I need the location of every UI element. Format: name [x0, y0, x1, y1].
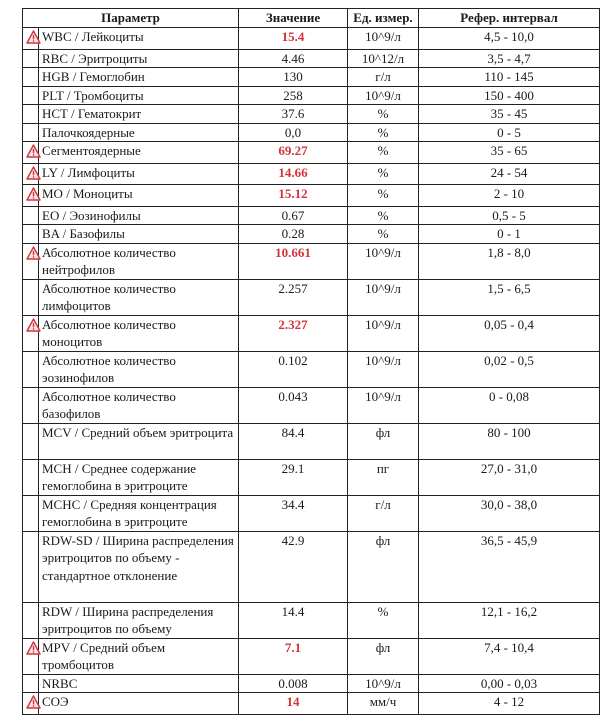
table-row [23, 28, 600, 50]
parameter-label: Абсолютное количество нейтрофилов [42, 244, 176, 277]
warning-triangle-icon [26, 166, 41, 180]
table-row [23, 495, 600, 531]
unit-value: г/л [348, 68, 419, 87]
result-value: 2.257 [239, 279, 348, 315]
table-row [23, 68, 600, 87]
flag-cell [23, 279, 39, 315]
parameter-label: WBC / Лейкоциты [42, 29, 144, 44]
parameter-label: RBC / Эритроциты [42, 50, 148, 66]
result-value: 14.66 [239, 163, 348, 185]
unit-value: фл [348, 531, 419, 602]
parameter-label: RDW / Ширина распределения эритроцитов по объему [42, 603, 214, 636]
flag-cell [23, 142, 39, 164]
unit-value: % [348, 602, 419, 638]
parameter-name [39, 243, 239, 279]
result-value: 29.1 [239, 459, 348, 495]
parameter-label: Сегментоядерные [42, 143, 141, 158]
flag-cell [23, 674, 39, 693]
parameter-name [39, 602, 239, 638]
table-row [23, 185, 600, 207]
flag-cell [23, 206, 39, 225]
parameter-label: MCH / Среднее содержание гемоглобина в эритроците [42, 460, 197, 493]
flag-cell [23, 693, 39, 715]
table-row [23, 423, 600, 459]
table-row [23, 531, 600, 602]
reference-interval: 7,4 - 10,4 [419, 638, 600, 674]
unit-value: % [348, 105, 419, 124]
parameter-name [39, 123, 239, 142]
parameter-label: Палочкоядерные [42, 124, 135, 140]
flag-cell [23, 49, 39, 68]
table-row [23, 123, 600, 142]
parameter-name [39, 49, 239, 68]
result-value: 37.6 [239, 105, 348, 124]
flag-cell [23, 315, 39, 351]
parameter-label: BA / Базофилы [42, 226, 125, 241]
parameter-name [39, 693, 239, 715]
parameter-label: RDW-SD / Ширина распределения эритроцитов по объему - стандартное отклонение [42, 532, 234, 583]
unit-value: 10^9/л [348, 86, 419, 105]
table-row [23, 49, 600, 68]
reference-interval: 1,8 - 8,0 [419, 243, 600, 279]
parameter-label: MCHC / Средняя концентрация гемоглобина в эритроците [42, 496, 217, 529]
reference-interval: 0,05 - 0,4 [419, 315, 600, 351]
result-value: 0.67 [239, 206, 348, 225]
table-row [23, 279, 600, 315]
parameter-name [39, 674, 239, 693]
reference-interval: 4 - 12 [419, 693, 600, 715]
reference-interval: 0 - 0,08 [419, 387, 600, 423]
result-value: 0.28 [239, 225, 348, 244]
warning-triangle-icon [26, 30, 41, 44]
parameter-name [39, 105, 239, 124]
parameter-name [39, 185, 239, 207]
flag-cell [23, 423, 39, 459]
parameter-name [39, 459, 239, 495]
table-row [23, 142, 600, 164]
unit-value: % [348, 123, 419, 142]
warning-triangle-icon [26, 187, 41, 201]
reference-interval: 12,1 - 16,2 [419, 602, 600, 638]
reference-interval: 0,02 - 0,5 [419, 351, 600, 387]
flag-cell [23, 387, 39, 423]
flag-cell [23, 185, 39, 207]
unit-value: 10^9/л [348, 315, 419, 351]
unit-value: г/л [348, 495, 419, 531]
result-value: 4.46 [239, 49, 348, 68]
parameter-label: MCV / Средний объем эритроцита [42, 424, 234, 440]
result-value: 130 [239, 68, 348, 87]
reference-interval: 1,5 - 6,5 [419, 279, 600, 315]
unit-value: пг [348, 459, 419, 495]
parameter-label: NRBC [42, 675, 78, 691]
parameter-name [39, 531, 239, 602]
table-row [23, 86, 600, 105]
flag-cell [23, 531, 39, 602]
flag-cell [23, 28, 39, 50]
flag-cell [23, 602, 39, 638]
flag-cell [23, 86, 39, 105]
result-value: 7.1 [239, 638, 348, 674]
unit-value: фл [348, 423, 419, 459]
parameter-label: Абсолютное количество эозинофилов [42, 352, 176, 385]
parameter-label: Абсолютное количество моноцитов [42, 316, 176, 349]
parameter-name [39, 68, 239, 87]
flag-cell [23, 459, 39, 495]
table-row [23, 206, 600, 225]
table-row [23, 602, 600, 638]
table-row [23, 459, 600, 495]
flag-cell [23, 105, 39, 124]
parameter-name [39, 387, 239, 423]
reference-interval: 35 - 65 [419, 142, 600, 164]
parameter-label: Абсолютное количество лимфоцитов [42, 280, 176, 313]
flag-cell [23, 351, 39, 387]
reference-interval: 0,5 - 5 [419, 206, 600, 225]
unit-value: 10^9/л [348, 243, 419, 279]
table-row [23, 243, 600, 279]
result-value: 84.4 [239, 423, 348, 459]
reference-interval: 150 - 400 [419, 86, 600, 105]
unit-value: 10^9/л [348, 674, 419, 693]
reference-interval: 0 - 1 [419, 225, 600, 244]
unit-value: % [348, 142, 419, 164]
header-unit: Ед. измер. [348, 9, 419, 28]
unit-value: % [348, 206, 419, 225]
lab-results-table [22, 8, 600, 715]
parameter-name [39, 495, 239, 531]
reference-interval: 35 - 45 [419, 105, 600, 124]
warning-triangle-icon [26, 144, 41, 158]
table-row [23, 638, 600, 674]
table-row [23, 315, 600, 351]
parameter-label: Абсолютное количество базофилов [42, 388, 176, 421]
parameter-name [39, 423, 239, 459]
result-value: 15.4 [239, 28, 348, 50]
header-parameter: Параметр [23, 9, 239, 28]
parameter-name [39, 28, 239, 50]
flag-cell [23, 123, 39, 142]
parameter-name [39, 351, 239, 387]
unit-value: 10^9/л [348, 28, 419, 50]
warning-triangle-icon [26, 318, 41, 332]
result-value: 0.008 [239, 674, 348, 693]
parameter-label: LY / Лимфоциты [42, 164, 135, 180]
unit-value: 10^9/л [348, 351, 419, 387]
result-value: 42.9 [239, 531, 348, 602]
parameter-label: MPV / Средний объем тромбоцитов [42, 639, 166, 672]
result-value: 14.4 [239, 602, 348, 638]
parameter-label: EO / Эозинофилы [42, 207, 141, 223]
reference-interval: 80 - 100 [419, 423, 600, 459]
parameter-label: MO / Моноциты [42, 186, 133, 201]
flag-cell [23, 638, 39, 674]
parameter-name [39, 225, 239, 244]
reference-interval: 30,0 - 38,0 [419, 495, 600, 531]
reference-interval: 3,5 - 4,7 [419, 49, 600, 68]
reference-interval: 36,5 - 45,9 [419, 531, 600, 602]
parameter-name [39, 279, 239, 315]
unit-value: % [348, 163, 419, 185]
parameter-name [39, 315, 239, 351]
flag-cell [23, 225, 39, 244]
flag-cell [23, 495, 39, 531]
parameter-label: PLT / Тромбоциты [42, 87, 144, 103]
unit-value: % [348, 225, 419, 244]
parameter-name [39, 206, 239, 225]
table-row [23, 387, 600, 423]
result-value: 69.27 [239, 142, 348, 164]
header-value: Значение [239, 9, 348, 28]
result-value: 15.12 [239, 185, 348, 207]
result-value: 0,0 [239, 123, 348, 142]
reference-interval: 0,00 - 0,03 [419, 674, 600, 693]
unit-value: 10^9/л [348, 387, 419, 423]
warning-triangle-icon [26, 246, 41, 260]
unit-value: 10^9/л [348, 279, 419, 315]
flag-cell [23, 243, 39, 279]
reference-interval: 110 - 145 [419, 68, 600, 87]
result-value: 10.661 [239, 243, 348, 279]
reference-interval: 0 - 5 [419, 123, 600, 142]
parameter-label: HCT / Гематокрит [42, 106, 142, 121]
unit-value: 10^12/л [348, 49, 419, 68]
flag-cell [23, 163, 39, 185]
flag-cell [23, 68, 39, 87]
parameter-label: СОЭ [42, 694, 69, 709]
parameter-name [39, 142, 239, 164]
table-row [23, 693, 600, 715]
header-reference: Рефер. интервал [419, 9, 600, 28]
table-row [23, 674, 600, 693]
table-row [23, 351, 600, 387]
unit-value: % [348, 185, 419, 207]
result-value: 0.102 [239, 351, 348, 387]
reference-interval: 24 - 54 [419, 163, 600, 185]
table-row [23, 163, 600, 185]
warning-triangle-icon [26, 695, 41, 709]
table-row [23, 105, 600, 124]
reference-interval: 27,0 - 31,0 [419, 459, 600, 495]
table-header-row [23, 9, 600, 28]
unit-value: мм/ч [348, 693, 419, 715]
parameter-name [39, 638, 239, 674]
result-value: 2.327 [239, 315, 348, 351]
result-value: 14 [239, 693, 348, 715]
parameter-label: HGB / Гемоглобин [42, 69, 145, 84]
result-value: 34.4 [239, 495, 348, 531]
parameter-name [39, 163, 239, 185]
reference-interval: 4,5 - 10,0 [419, 28, 600, 50]
result-value: 258 [239, 86, 348, 105]
parameter-name [39, 86, 239, 105]
unit-value: фл [348, 638, 419, 674]
reference-interval: 2 - 10 [419, 185, 600, 207]
table-row [23, 225, 600, 244]
result-value: 0.043 [239, 387, 348, 423]
table-body [23, 28, 600, 715]
warning-triangle-icon [26, 641, 41, 655]
